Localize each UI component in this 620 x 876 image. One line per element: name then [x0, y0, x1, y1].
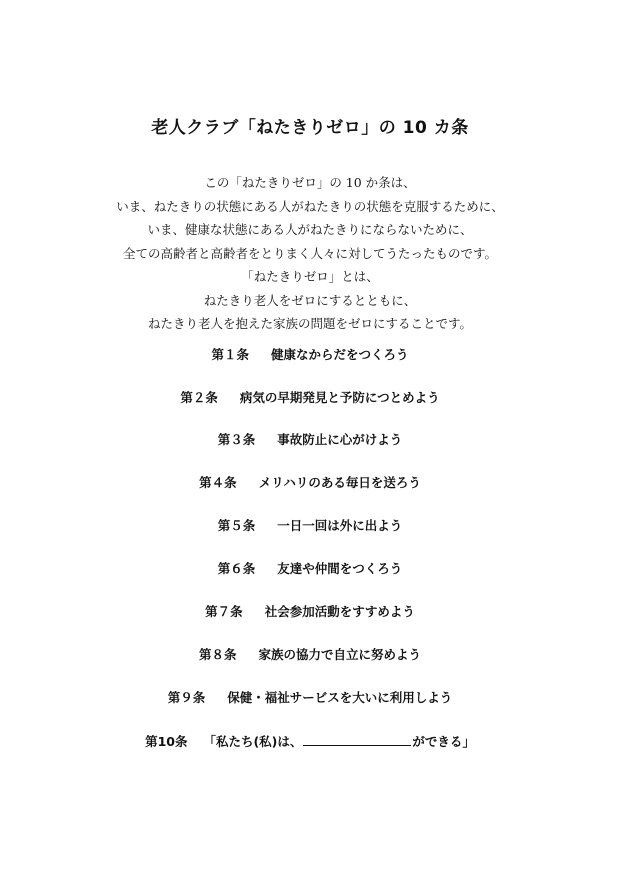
article-text: メリハリのある毎日を送ろう	[258, 475, 421, 490]
intro-line: この「ねたきりゼロ」の 10 か条は、	[204, 175, 416, 190]
article-number: 第６条	[217, 561, 256, 576]
intro-line: ねたきり老人を抱えた家族の問題をゼロにすることです。	[147, 316, 472, 331]
article-number: 第８条	[198, 647, 237, 662]
article-5	[0, 517, 620, 535]
article-text: 友達や仲間をつくろう	[277, 561, 403, 576]
page-title: 老人クラブ「ねたきりゼロ」の 10 カ条	[151, 118, 469, 138]
intro-line: 「ねたきりゼロ」とは、	[241, 269, 379, 284]
intro-line: 全ての高齢者と高齢者をとりまく人々に対してうたったものです。	[122, 245, 497, 261]
article-9	[0, 689, 620, 707]
article-text: 家族の協力で自立に努めよう	[258, 647, 422, 662]
article-text-before: 「私たち(私)は、	[203, 734, 303, 749]
article-number: 第７条	[205, 604, 243, 619]
intro-paragraph	[0, 171, 620, 336]
article-text: 事故防止に心がけよう	[277, 432, 403, 447]
article-number: 第１条	[211, 347, 249, 362]
fill-in-blank-line[interactable]	[303, 733, 411, 746]
article-number: 第２条	[180, 390, 218, 405]
article-number: 第４条	[199, 475, 237, 490]
intro-line: ねたきり老人をゼロにするとともに、	[203, 292, 417, 308]
article-text: 一日一回は外に出よう	[277, 518, 403, 533]
article-4	[0, 474, 620, 492]
article-3	[0, 431, 620, 449]
article-text: 健康なからだをつくろう	[271, 347, 409, 362]
article-text: 社会参加活動をすすめよう	[264, 604, 415, 619]
article-text: 病気の早期発見と予防につとめよう	[239, 390, 440, 405]
article-8	[0, 646, 620, 664]
article-number: 第３条	[217, 432, 256, 447]
article-number: 第10条	[145, 734, 188, 749]
article-2	[0, 389, 620, 407]
article-number: 第９条	[167, 690, 206, 705]
article-text: 保健・福祉サービスを大いに利用しよう	[227, 690, 453, 705]
article-1	[0, 346, 620, 364]
article-text-after: ができる」	[412, 734, 475, 749]
article-6	[0, 560, 620, 578]
intro-line: いま、健康な状態にある人がねたきりにならないために、	[147, 222, 473, 237]
article-7	[0, 603, 620, 621]
article-10	[0, 733, 620, 751]
intro-line: いま、ねたきりの状態にある人がねたきりの状態を克服するために、	[116, 198, 504, 214]
article-number: 第５条	[217, 518, 256, 533]
